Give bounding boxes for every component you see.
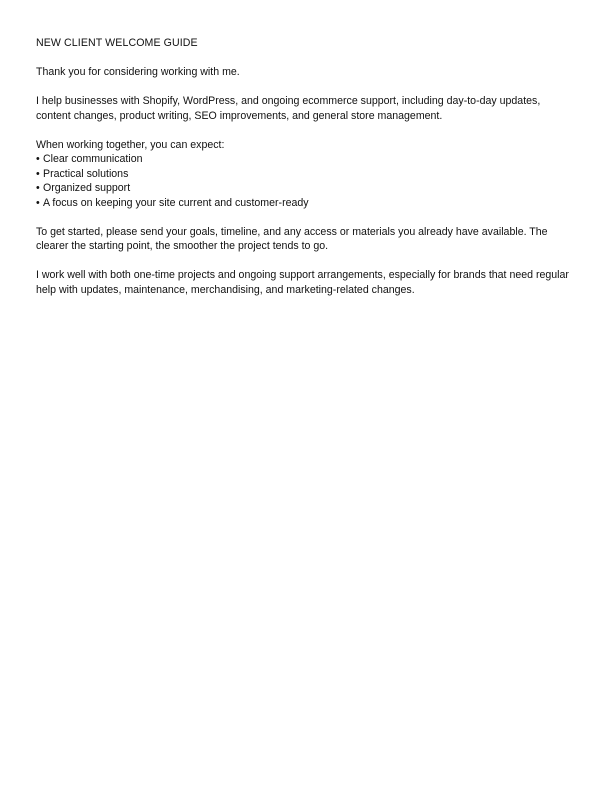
getting-started-paragraph: To get started, please send your goals, timeline, and any access or materials you already have available. The clearer the starting point, the smoother the project tends to go. [36,225,548,252]
intro-paragraph: Thank you for considering working with me. [36,66,240,78]
list-item-text: Practical solutions [43,167,129,180]
document-title: NEW CLIENT WELCOME GUIDE [36,37,198,49]
bullet-icon: • [36,196,40,209]
services-paragraph: I help businesses with Shopify, WordPress, and ongoing ecommerce support, including day-to-day updates, content changes, product writing, SEO improvements, and general store management. [36,95,541,122]
document-page [36,36,576,312]
list-item [36,196,576,211]
bullet-icon: • [36,182,40,194]
list-item [36,152,576,167]
list-item [36,181,576,196]
closing-paragraph: I work well with both one-time projects and ongoing support arrangements, especially for brands that need regular help with updates, maintenance, merchandising, and marketing-related changes. [36,269,569,296]
list-item [36,167,576,182]
list-item-text: A focus on keeping your site current and customer-ready [43,196,309,209]
bullet-icon: • [36,167,40,180]
expectations-heading: When working together, you can expect: [36,138,225,151]
expectations-list [36,152,576,210]
list-item-text: Clear communication [43,153,143,165]
bullet-icon: • [36,153,40,165]
list-item-text: Organized support [43,182,131,194]
